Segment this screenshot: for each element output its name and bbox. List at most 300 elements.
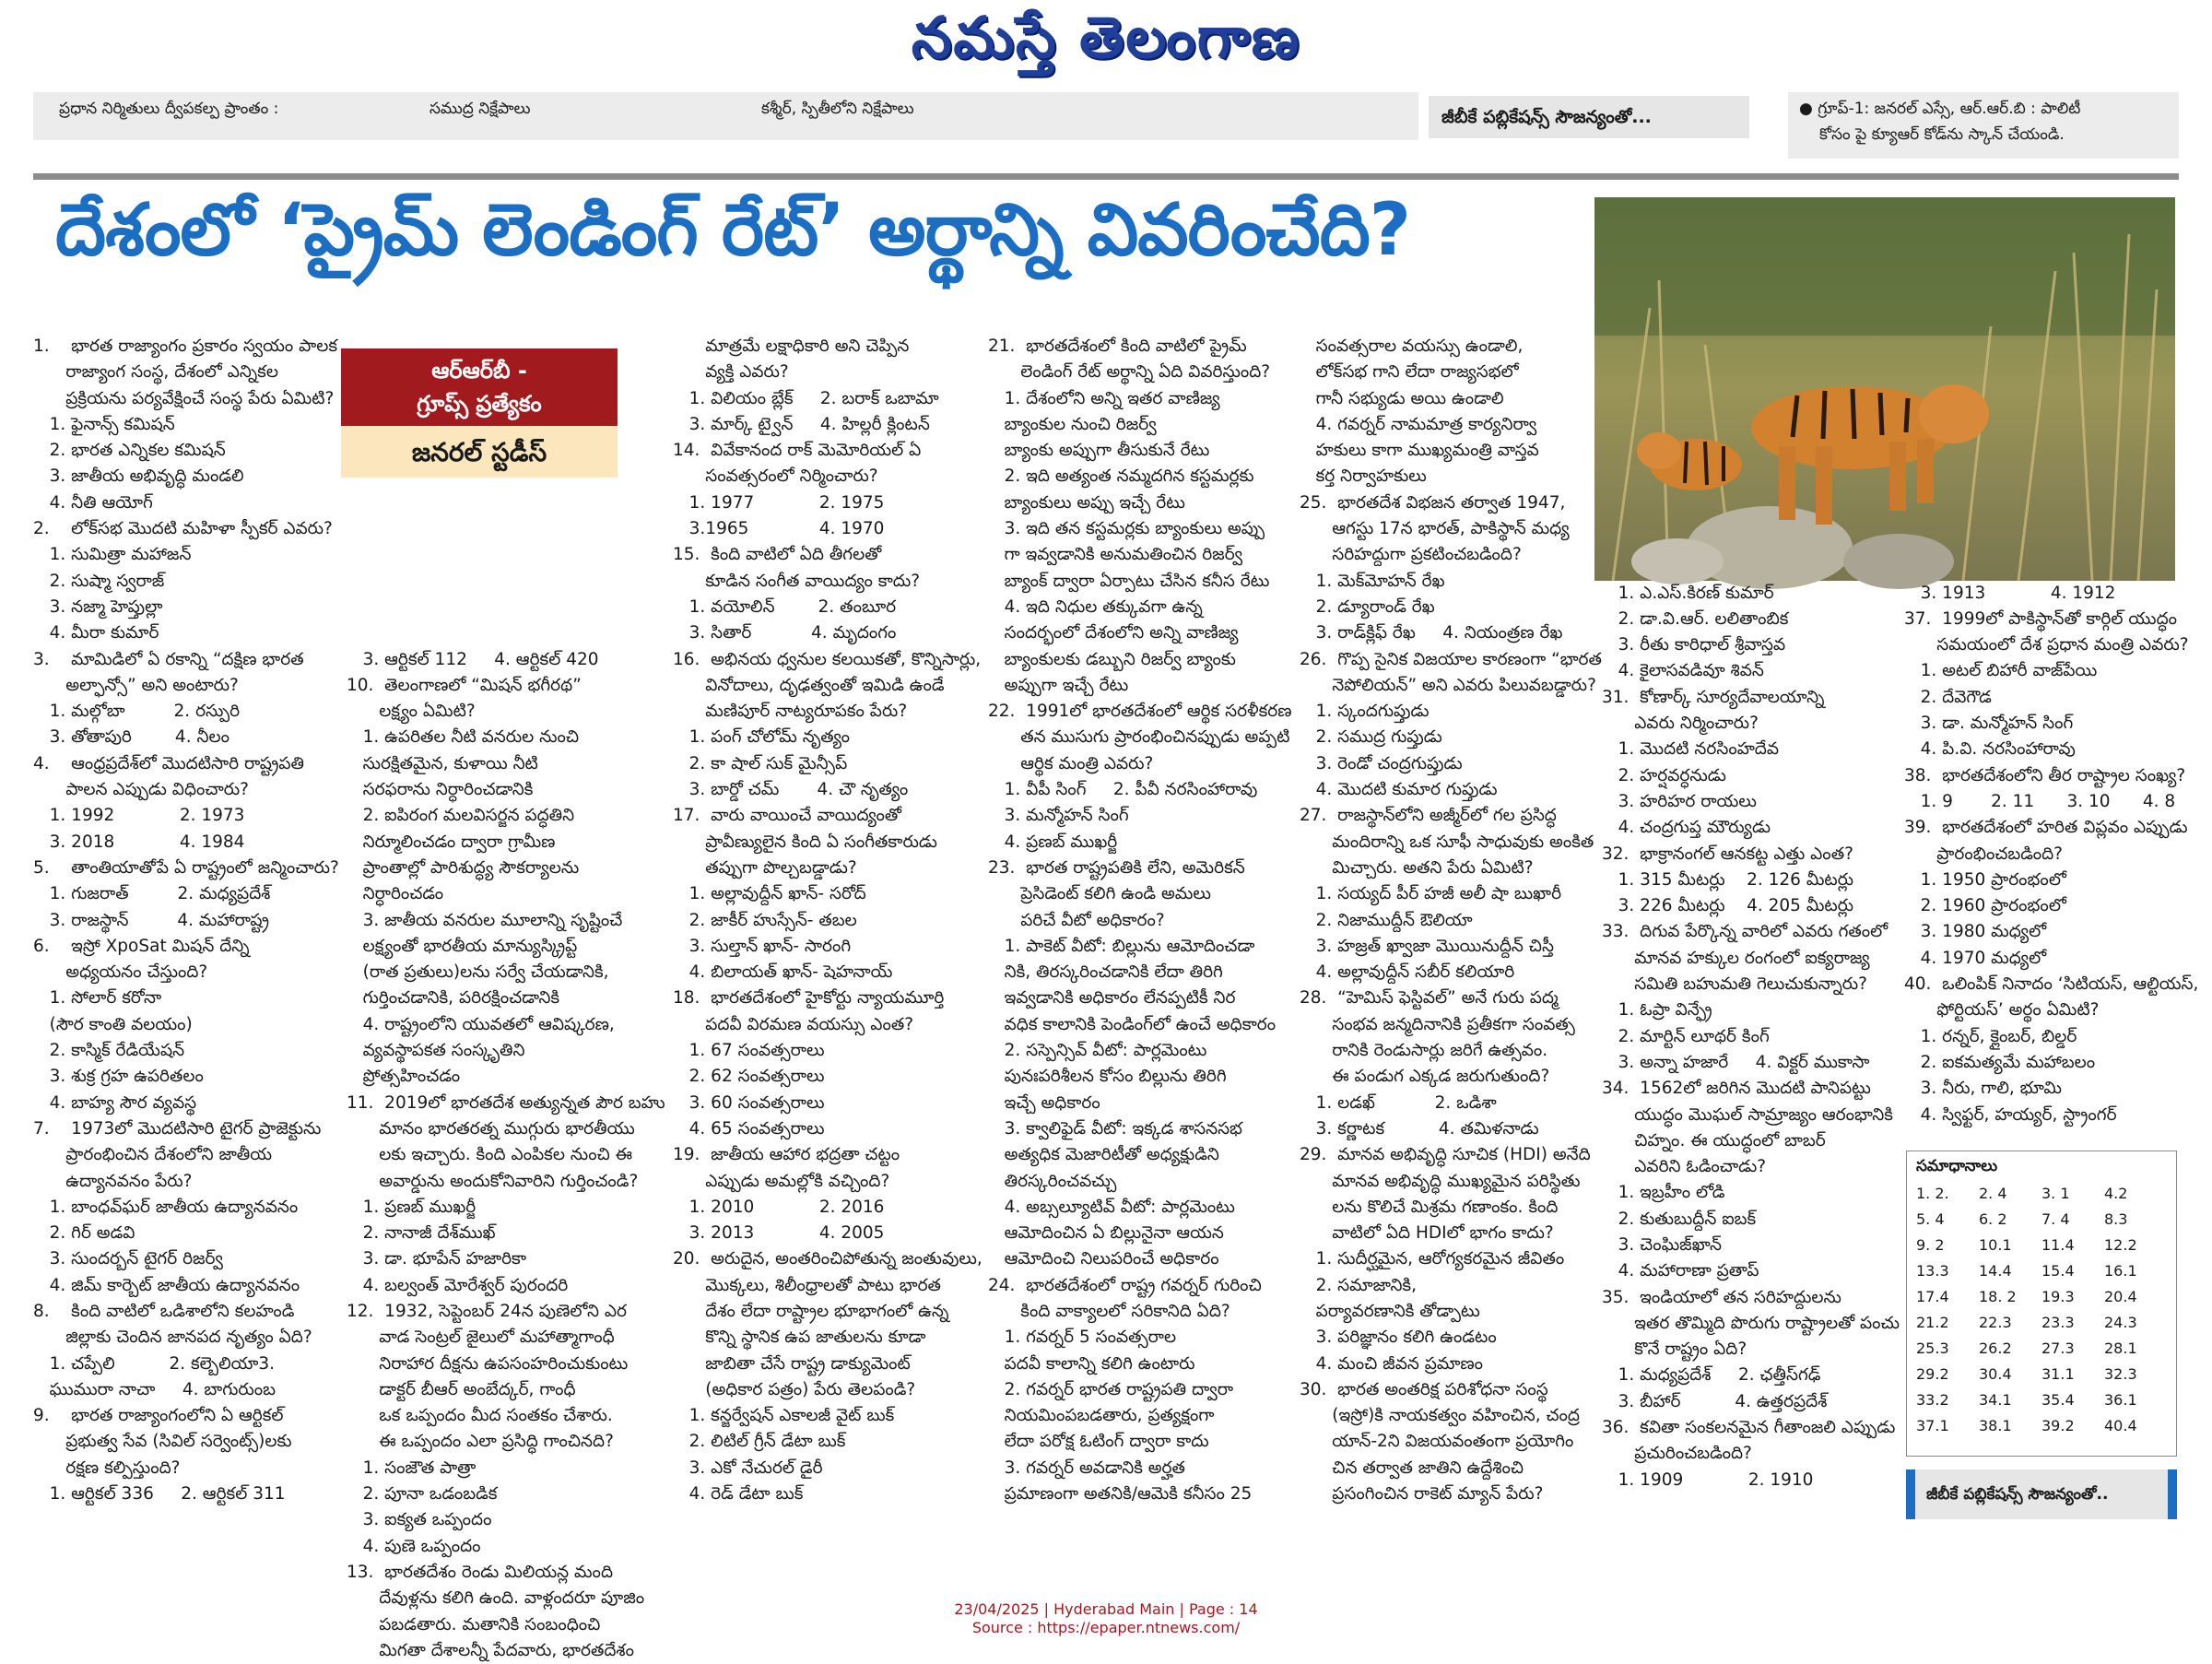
text-line: రానికి రెండుసార్లు జరిగే ఉత్సవం. bbox=[1300, 1041, 1548, 1061]
text-line: తిరస్కరించవచ్చు bbox=[988, 1171, 1117, 1191]
answer-cell: 15.4 bbox=[2041, 1262, 2075, 1280]
answer-row bbox=[1916, 1365, 2167, 1391]
text-line: ప్రాంతాల్లో పారిశుద్ధ్య సౌకర్యాలను bbox=[347, 857, 580, 878]
answer-row bbox=[1916, 1185, 2167, 1210]
answer-row bbox=[1916, 1339, 2167, 1365]
text-line: 3. 226 మీటర్లు 4. 205 మీటర్లు bbox=[1602, 896, 1854, 916]
text-line: 2. డ్యూరాండ్ రేఖ bbox=[1300, 596, 1435, 617]
text-line bbox=[1904, 267, 2181, 293]
text-line: జాబితా చేసే రాష్ట్ర డాక్యుమెంట్ bbox=[673, 1353, 911, 1374]
text-line: 27. రాజస్థాన్‌లోని అజ్మీర్‌లో గల ప్రసిద్ధ bbox=[1300, 806, 1557, 826]
answer-key bbox=[1906, 1151, 2177, 1457]
text-line: 3. జాతీయ వనరుల మూలాన్ని సృష్టించే bbox=[347, 910, 623, 930]
text-line: 1. ఇబ్రహీం లోడి bbox=[1602, 1183, 1725, 1203]
text-line: కూడిన సంగీత వాయిద్యం కాదు? bbox=[673, 571, 921, 591]
text-line: ప్రారంభించబడింది? bbox=[1904, 844, 2063, 864]
text-line bbox=[1904, 320, 2181, 346]
answer-cell: 7. 4 bbox=[2041, 1210, 2070, 1228]
text-line: 10. తెలంగాణలో “మిషన్ భగీరథ” bbox=[347, 675, 582, 695]
text-line: 2. ఐకమత్యమే మహాబలం bbox=[1904, 1052, 2096, 1072]
text-line bbox=[1904, 528, 2181, 554]
text-line: ఆర్థిక మంత్రి ఎవరు? bbox=[988, 753, 1154, 773]
text-line: మందిరాన్ని ఒక సూఫీ సాధువుకు అంకిత bbox=[1300, 832, 1594, 852]
text-line: 37. 1999లో పాకిస్థాన్‌తో కార్గిల్ యుద్ధం bbox=[1904, 608, 2178, 629]
question-column bbox=[1904, 267, 2199, 1143]
text-line: ఎప్పుడు అమల్లోకి వచ్చింది? bbox=[673, 1171, 890, 1191]
footer-date-line: 23/04/2025 | Hyderabad Main | Page : 14 bbox=[954, 1600, 1258, 1618]
text-line: ఆమోదించి నిలుపరించే అధికారం bbox=[988, 1249, 1219, 1269]
text-line bbox=[1904, 502, 2181, 528]
text-line: 2. ఇది అత్యంత నమ్మదగిన కస్టమర్లకు bbox=[988, 466, 1254, 487]
text-line: ప్రసంగించిన రాకెట్ మ్యాన్ పేరు? bbox=[1300, 1484, 1544, 1505]
answer-cell: 22.3 bbox=[1979, 1314, 2012, 1331]
text-line: మిగతా దేశాలన్నీ పేదవారు, భారతదేశం bbox=[347, 1640, 634, 1660]
text-line: 2. హర్షవర్ధనుడు bbox=[1602, 765, 1726, 785]
text-line: ప్రమాణంగా అతనికి/ఆమెకి కనీసం 25 bbox=[988, 1484, 1253, 1505]
question-column bbox=[1602, 267, 1900, 1517]
answer-cell: 37.1 bbox=[1916, 1417, 1949, 1434]
text-line: ఇతర తొమ్మిది పొరుగు రాష్ట్రాలతో పంచు bbox=[1602, 1313, 1900, 1333]
question-column bbox=[33, 334, 337, 1517]
text-line bbox=[1904, 424, 2181, 450]
text-line bbox=[1602, 320, 1895, 346]
text-line: నికి, తిరస్కరించడానికి లేదా తిరిగి bbox=[988, 962, 1223, 983]
answer-cell: 11.4 bbox=[2041, 1236, 2075, 1254]
text-line: 3. రెండో చంద్రగుప్తుడు bbox=[1300, 753, 1463, 773]
text-line: మాత్రమే లక్షాధికారి అని చెప్పిన bbox=[673, 336, 910, 356]
text-line: నిర్మూలించడం ద్వారా గ్రామీణ bbox=[347, 832, 556, 852]
text-line: ఉద్యానవనం పేరు? bbox=[33, 1171, 193, 1191]
answer-cell: 21.2 bbox=[1916, 1314, 1949, 1331]
headline: దేశంలో ‘ప్రైమ్ లెండింగ్ రేట్’ అర్థాన్ని వివరించేది? bbox=[55, 189, 1411, 272]
text-line bbox=[347, 334, 662, 360]
text-line: పబడతారు. మతానికి సంబంధించి bbox=[347, 1614, 601, 1634]
text-line: 1. సంజౌత పాత్రా bbox=[347, 1457, 477, 1478]
text-line: 3. రీతు కారిధాల్ శ్రీవాస్తవ bbox=[1602, 635, 1786, 655]
text-line: ఆమోదించిన ఏ బిల్లునైనా ఆయన bbox=[988, 1223, 1224, 1244]
text-line: 1. ఉపరితల నీటి వనరుల నుంచి bbox=[347, 727, 580, 748]
text-line: 1. వయోలిన్ 2. తంబూర bbox=[673, 596, 897, 617]
qr-note-line1: ● గ్రూప్-1: జనరల్ ఎస్సే, ఆర్.ఆర్.బి : పాలిటీ bbox=[1799, 100, 2081, 118]
badge-line2: గ్రూప్స్ ప్రత్యేకం bbox=[417, 391, 542, 417]
text-line: 4. నీతి ఆయోగ్ bbox=[33, 492, 153, 513]
text-line: మానవ అభివృద్ధి ముఖ్యమైన పరిస్థితు bbox=[1300, 1171, 1581, 1191]
text-line: 2. ఐపిరంగ మలవిసర్జన పద్ధతిని bbox=[347, 806, 575, 826]
answer-row bbox=[1916, 1262, 2167, 1288]
text-line: బ్యాంకు అప్పుగా తీసుకునే రేటు bbox=[988, 441, 1210, 461]
text-line: 4. ఆంధ్రప్రదేశ్‌లో మొదటిసారి రాష్ట్రపతి bbox=[33, 753, 305, 773]
text-line: 2. 62 సంవత్సరాలు bbox=[673, 1067, 825, 1087]
text-line: ఇవ్వడానికి అధికారం లేనప్పటికీ నిర bbox=[988, 988, 1236, 1009]
text-line: 2. సస్పెన్సివ్ వీటో: పార్లమెంటు bbox=[988, 1041, 1207, 1061]
text-line: 3. సుందర్బన్ టైగర్ రిజర్వ్ bbox=[33, 1249, 224, 1269]
text-line: 4. బల్వంత్ మోరేశ్వర్ పురందరి bbox=[347, 1275, 569, 1295]
answer-cell: 30.4 bbox=[1979, 1365, 2012, 1383]
text-line: వాడ సెంట్రల్ జైలులో మహాత్మాగాంధీ bbox=[347, 1328, 615, 1348]
text-line: 34. 1562లో జరిగిన మొదటి పానిపట్టు bbox=[1602, 1079, 1871, 1099]
text-line: 6. ఇస్రో XpoSat మిషన్ దేన్ని bbox=[33, 936, 250, 956]
text-line: పర్యావరణానికి తోడ్పాటు bbox=[1300, 1301, 1480, 1321]
text-line: 3. హరిహర రాయలు bbox=[1602, 791, 1757, 811]
text-line: 4. మొదటి కుమార గుప్తుడు bbox=[1300, 780, 1498, 800]
answer-row bbox=[1916, 1314, 2167, 1339]
text-line: 4. గవర్నర్ నామమాత్ర కార్యనిర్వా bbox=[1300, 414, 1537, 434]
text-line bbox=[347, 516, 662, 542]
page-footer bbox=[0, 1600, 2212, 1637]
text-line: 4. స్విఫ్టర్, హయ్యర్, స్ట్రాంగర్ bbox=[1904, 1104, 2117, 1125]
text-line: 3. ఐక్యత ఒప్పందం bbox=[347, 1510, 492, 1530]
text-line: 2. డా.వి.ఆర్. లలితాంబిక bbox=[1602, 608, 1789, 629]
answer-cell: 13.3 bbox=[1916, 1262, 1949, 1280]
answer-cell: 34.1 bbox=[1979, 1391, 2012, 1409]
text-line bbox=[347, 595, 662, 620]
footer-source-link[interactable]: Source : https://epaper.ntnews.com/ bbox=[971, 1619, 1241, 1636]
text-line: 1. సుమిత్రా మహాజన్ bbox=[33, 545, 192, 565]
text-line: ఆగస్టు 17న భారత్, పాకిస్థాన్ మధ్య bbox=[1300, 519, 1570, 539]
text-line bbox=[1904, 346, 2181, 372]
answer-row bbox=[1916, 1288, 2167, 1314]
text-line: 3. పరిజ్ఞానం కలిగి ఉండటం bbox=[1300, 1328, 1497, 1348]
answer-cell: 31.1 bbox=[2041, 1365, 2075, 1383]
answer-cell: 36.1 bbox=[2104, 1391, 2137, 1409]
text-line: 3. మామిడిలో ఏ రకాన్ని “దక్షిణ భారత bbox=[33, 649, 304, 669]
text-line: 2. గవర్నర్ భారత రాష్ట్రపతి ద్వారా bbox=[988, 1379, 1234, 1399]
text-line: 2. సుష్మా స్వరాజ్ bbox=[33, 571, 165, 591]
text-line: 3. డా. మన్మోహన్ సింగ్ bbox=[1904, 714, 2074, 734]
text-line: 7. 1973లో మొదటిసారి టైగర్ ప్రాజెక్టును bbox=[33, 1118, 322, 1139]
text-line: 20. అరుదైన, అంతరించిపోతున్న జంతువులు, bbox=[673, 1249, 982, 1269]
text-line: లక్ష్యం ఏమిటి? bbox=[347, 702, 476, 722]
text-line: వ్యక్తి ఎవరు? bbox=[673, 362, 789, 383]
text-line: 4. అల్లావుద్దీన్ సబీర్ కలియారి bbox=[1300, 962, 1515, 983]
text-line: 8. కింది వాటిలో ఒడిశాలోని కలహండి bbox=[33, 1301, 295, 1321]
text-line: ఫోర్టియస్’ అర్థం ఏమిటి? bbox=[1904, 1000, 2100, 1021]
text-line bbox=[1602, 372, 1895, 397]
text-line: లక్ష్యంతో భారతీయ మాన్యుస్క్రిప్ట్ bbox=[347, 936, 578, 956]
text-line: 4. పి.వి. నరసింహారావు bbox=[1904, 739, 2076, 760]
text-line: 1. పంగ్ చోలోమ్ నృత్యం bbox=[673, 727, 850, 748]
text-line bbox=[347, 438, 662, 464]
question-column bbox=[1300, 334, 1602, 1517]
text-line: 12. 1932, సెప్టెంబర్ 24న పుణెలోని ఎర bbox=[347, 1301, 627, 1321]
text-line: లోక్‌సభ గాని లేదా రాజ్యసభలో bbox=[1300, 362, 1519, 383]
text-line bbox=[1904, 450, 2181, 476]
answer-cell: 1. 2. bbox=[1916, 1185, 1949, 1202]
text-line: 40. ఒలింపిక్ నినాదం ‘సిటియస్, ఆల్టియస్, bbox=[1904, 974, 2199, 995]
text-line: 3. హజ్రత్ ఖ్వాజా మొయినుద్దీన్ చిస్తీ bbox=[1300, 936, 1554, 956]
text-line: 1. పాకెట్ వీటో: బిల్లును ఆమోదించడా bbox=[988, 936, 1255, 956]
text-line: లేదా పరోక్ష ఓటింగ్ ద్వారా కాదు bbox=[988, 1432, 1209, 1452]
text-line: 1. 1977 2. 1975 bbox=[673, 492, 885, 513]
text-line: 18. భారతదేశంలో హైకోర్టు న్యాయమూర్తి bbox=[673, 988, 945, 1009]
text-line: 31. కోణార్క్ సూర్యదేవాలయాన్ని bbox=[1602, 687, 1825, 707]
text-line: లకు ఇచ్చారు. కింది ఎంపికల నుంచి ఈ bbox=[347, 1145, 633, 1165]
text-line: 4. రెడ్ డేటా బుక్ bbox=[673, 1484, 804, 1505]
text-line: (ఇస్రో)కి నాయకత్వం వహించిన, చంద్ర bbox=[1300, 1406, 1580, 1426]
text-line: 1. గవర్నర్ 5 సంవత్సరాల bbox=[988, 1328, 1177, 1348]
accent-bar bbox=[2168, 1469, 2177, 1519]
answer-row bbox=[1916, 1417, 2167, 1443]
text-line: ప్రెసిడెంట్ కలిగి ఉండి అమలు bbox=[988, 884, 1211, 904]
text-line: 3. జాతీయ అభివృద్ధి మండలి bbox=[33, 466, 244, 487]
text-line: 4. ప్రణబ్ ముఖర్జీ bbox=[988, 832, 1118, 852]
answer-cell: 32.3 bbox=[2104, 1365, 2137, 1383]
text-line: 30. భారత అంతరిక్ష పరిశోధనా సంస్థ bbox=[1300, 1379, 1548, 1399]
answer-cell: 20.4 bbox=[2104, 1288, 2137, 1305]
text-line: (రాత ప్రతులు)లను సర్వే చేయడానికి, bbox=[347, 962, 609, 983]
text-line: 1. వీపీ సింగ్ 2. పీవీ నరసింహారావు bbox=[988, 780, 1258, 800]
text-line: 39. భారతదేశంలో హరిత విప్లవం ఎప్పుడు bbox=[1904, 818, 2188, 838]
text-line: 35. ఇండియాలో తన సరిహద్దులను bbox=[1602, 1287, 1841, 1307]
text-line: ఎవరు నిర్మించారు? bbox=[1602, 714, 1759, 734]
text-line: మానవ హక్కుల రంగంలో ఐక్యరాజ్య bbox=[1602, 948, 1870, 968]
text-line: ఘుమురా నాచా 4. బాగురుంబ bbox=[33, 1379, 276, 1399]
text-line: ఒక ఒప్పందం మీద సంతకం చేశారు. bbox=[347, 1406, 613, 1426]
text-line: 32. భాక్రానంగల్ ఆనకట్ట ఎత్తు ఎంత? bbox=[1602, 844, 1853, 864]
text-line: 1. 2010 2. 2016 bbox=[673, 1197, 885, 1217]
text-line: సందర్భంలో దేశంలోని అన్ని వాణిజ్య bbox=[988, 623, 1239, 643]
text-line: 3. సితార్ 4. మృదంగం bbox=[673, 623, 897, 643]
text-line bbox=[1904, 397, 2181, 423]
text-line: 2. 1960 ప్రారంభంలో bbox=[1904, 896, 2066, 916]
text-line: 1. ఓప్రా విన్ఫ్రే bbox=[1602, 1000, 1712, 1021]
masthead bbox=[0, 4, 2212, 85]
answer-cell: 35.4 bbox=[2041, 1391, 2075, 1409]
text-line: 23. భారత రాష్ట్రపతికి లేని, అమెరికన్ bbox=[988, 857, 1245, 878]
text-line: సమితి బహుమతి గెలుచుకున్నారు? bbox=[1602, 974, 1867, 995]
text-line: పరిచే వీటో అధికారం? bbox=[988, 910, 1165, 930]
text-line: 1. 9 2. 11 3. 10 4. 8 bbox=[1904, 791, 2176, 811]
text-line: ప్రక్రియను పర్యవేక్షించే సంస్థ పేరు ఏమిటి? bbox=[33, 388, 335, 408]
text-line: 4. బాహ్య సౌర వ్యవస్థ bbox=[33, 1092, 197, 1113]
text-line: ఎవరిని ఓడించాడు? bbox=[1602, 1157, 1767, 1177]
text-line: 1. ప్రణబ్ ముఖర్జీ bbox=[347, 1197, 477, 1217]
text-line: 3. ఆర్టికల్ 112 4. ఆర్టికల్ 420 bbox=[347, 649, 599, 669]
answer-cell: 19.3 bbox=[2041, 1288, 2075, 1305]
text-line: 14. వివేకానంద రాక్ మెమోరియల్ ఏ bbox=[673, 441, 922, 461]
text-line: 4. మీరా కుమార్ bbox=[33, 623, 159, 643]
text-line: తన ముసుగు ప్రారంభించినప్పుడు అప్పటి bbox=[988, 727, 1290, 748]
text-line: నిరాహార దీక్షను ఉపసంహరించుకుంటు bbox=[347, 1353, 629, 1374]
text-line: 1. చప్పేలి 2. కల్బెలియా3. bbox=[33, 1353, 276, 1374]
text-line: దేవుళ్లను కలిగి ఉంది. వాళ్లందరూ పూజిం bbox=[347, 1588, 645, 1609]
text-line: 4. మహారాణా ప్రతాప్ bbox=[1602, 1261, 1759, 1281]
text-line: 4. బిలాయత్ ఖాన్- షెహనాయ్ bbox=[673, 962, 893, 983]
text-line: అల్ఫాన్సో” అని అంటారు? bbox=[33, 675, 239, 695]
text-line bbox=[1602, 502, 1895, 528]
text-line: 3. గవర్నర్ అవడానికి అర్హత bbox=[988, 1457, 1185, 1478]
answer-cell: 28.1 bbox=[2104, 1339, 2137, 1357]
text-line: 3. తోతాపురి 4. నీలం bbox=[33, 727, 229, 748]
text-line: 11. 2019లో భారతదేశ అత్యున్నత పౌర బహు bbox=[347, 1092, 665, 1113]
text-line: 2. నిజాముద్దీన్ ఔలియా bbox=[1300, 910, 1473, 930]
top-strip-mid1: సముద్ర నిక్షేపాలు bbox=[429, 100, 531, 118]
text-line: 3. రాడ్‌క్లిఫ్ రేఖ 4. నియంత్రణ రేఖ bbox=[1300, 623, 1563, 643]
text-line: 4. రాష్ట్రంలోని యువతలో ఆవిష్కరణ, bbox=[347, 1014, 615, 1034]
text-line: 4. 1970 మధ్యలో bbox=[1904, 948, 2047, 968]
text-line: 3. ఇది తన కస్టమర్లకు బ్యాంకులు అప్పు bbox=[988, 519, 1265, 539]
text-line: మణిపూర్ నాట్యరూపకం పేరు? bbox=[673, 702, 908, 722]
text-line: 2. కుతుబుద్దీన్ ఐబక్ bbox=[1602, 1209, 1757, 1229]
text-line: 2. దేవెగౌడ bbox=[1904, 687, 1992, 707]
text-line: 3. 2013 4. 2005 bbox=[673, 1223, 885, 1244]
text-line: 22. 1991లో భారతదేశంలో ఆర్థిక సరళీకరణ bbox=[988, 702, 1292, 722]
text-line: సంవత్సరంలో నిర్మించారు? bbox=[673, 466, 878, 487]
text-line: 3. డా. భూపేన్ హజారికా bbox=[347, 1249, 527, 1269]
question-column bbox=[347, 334, 665, 1660]
text-line: 1. 1909 2. 1910 bbox=[1602, 1469, 1814, 1490]
text-line: 4. మంచి జీవన ప్రమాణం bbox=[1300, 1353, 1484, 1374]
answer-cell: 2. 4 bbox=[1979, 1185, 2007, 1202]
text-line: 1. ఎ.ఎస్.కిరణ్ కుమార్ bbox=[1602, 583, 1774, 603]
text-line: 16. అభినయ ధ్వనుల కలయికతో, కొన్నిసార్లు, bbox=[673, 649, 982, 669]
text-line: 3.1965 4. 1970 bbox=[673, 519, 885, 539]
text-line: 3. 2018 4. 1984 bbox=[33, 832, 245, 852]
text-line: 3. 1913 4. 1912 bbox=[1904, 583, 2116, 603]
text-line: 1. సుదీర్ఘమైన, ఆరోగ్యకరమైన జీవితం bbox=[1300, 1249, 1565, 1269]
text-line: 1. విలియం బ్లేక్ 2. బరాక్ ఒబామా bbox=[673, 388, 939, 408]
text-line bbox=[1602, 424, 1895, 450]
text-line: 3. కర్ణాటక 4. తమిళనాడు bbox=[1300, 1118, 1539, 1139]
text-line: 1. లడఖ్ 2. ఒడిశా bbox=[1300, 1092, 1497, 1113]
text-line: (అధికార పత్రం) పేరు తెలపండి? bbox=[673, 1379, 916, 1399]
text-line: వినోదాలు, దృఢత్వంతో ఇమిడి ఉండే bbox=[673, 675, 945, 695]
text-line: 1. అటల్ బిహారీ వాజ్‌పేయి bbox=[1904, 661, 2098, 681]
text-line: 3. 1980 మధ్యలో bbox=[1904, 922, 2047, 942]
text-line: 3. క్వాలిఫైడ్ వీటో: ఇక్కడ శాసనసభ bbox=[988, 1118, 1242, 1139]
text-line: 1. మల్గోబా 2. రస్పురి bbox=[33, 702, 241, 722]
text-line: 2. భారత ఎన్నికల కమిషన్ bbox=[33, 441, 226, 461]
text-line: ఈ ఒప్పందం ఎలా ప్రసిద్ధి గాంచినది? bbox=[347, 1432, 614, 1452]
text-line: గానీ సభ్యుడు అయి ఉండాలి bbox=[1300, 388, 1504, 408]
answer-cell: 14.4 bbox=[1979, 1262, 2012, 1280]
text-line: 1. అల్లావుద్దీన్ ఖాన్- సరోద్ bbox=[673, 884, 866, 904]
text-line bbox=[1904, 554, 2181, 580]
accent-bar bbox=[1906, 1469, 1915, 1519]
badge-line1: ఆర్ఆర్‌బీ - bbox=[431, 358, 527, 384]
text-line: మిచ్చారు. అతని పేరు ఏమిటి? bbox=[1300, 857, 1534, 878]
newspaper-title: నమస్తే తెలంగాణ bbox=[911, 4, 1301, 71]
text-line: ఈ పండుగ ఎక్కడ జరుగుతుంది? bbox=[1300, 1067, 1550, 1087]
text-line: పదవీ కాలాన్ని కలిగి ఉంటారు bbox=[988, 1353, 1195, 1374]
text-line: దేశం లేదా రాష్ట్రాల భూభాగంలో ఉన్న bbox=[673, 1301, 949, 1321]
text-line: 1. స్కందగుప్తుడు bbox=[1300, 702, 1430, 722]
text-line: వ్యవస్థాపకత సంస్కృతిని bbox=[347, 1041, 525, 1061]
answer-key-title: సమాధానాలు bbox=[1916, 1157, 1998, 1175]
text-line: డాక్టర్ బీఆర్ అంబేద్కర్, గాంధీ bbox=[347, 1379, 576, 1399]
question-column bbox=[673, 334, 982, 1517]
text-line: 2. సముద్ర గుప్తుడు bbox=[1300, 727, 1442, 748]
text-line: 1. రన్నర్, క్లైంబర్, బిల్డర్ bbox=[1904, 1026, 2077, 1046]
text-line: 3. సుల్తాన్ ఖాన్- సారంగి bbox=[673, 936, 852, 956]
text-line: గా ఇవ్వడానికి అనుమతించిన రిజర్వ్ bbox=[988, 545, 1243, 565]
text-line: 13. భారతదేశం రెండు మిలియన్ల మంది bbox=[347, 1562, 614, 1582]
text-line: 1. 1992 2. 1973 bbox=[33, 806, 245, 826]
text-line: 3. మార్క్ ట్వైన్ 4. హిల్లరీ క్లింటన్ bbox=[673, 414, 930, 434]
text-line: 1. సయ్యద్ పీర్ హజీ అలీ షా బుఖారీ bbox=[1300, 884, 1562, 904]
text-line: 1. మొదటి నరసింహదేవ bbox=[1602, 739, 1780, 760]
text-line: 3. నీరు, గాలి, భూమి bbox=[1904, 1079, 2062, 1099]
text-line: నియమింపబడతారు, ప్రత్యక్షంగా bbox=[988, 1406, 1215, 1426]
question-column bbox=[988, 334, 1292, 1517]
answer-row bbox=[1916, 1210, 2167, 1236]
text-line: సురక్షితమైన, కుళాయి నీటి bbox=[347, 753, 538, 773]
courtesy-bottom-text: జీబీకే పబ్లికేషన్స్ సౌజన్యంతో.. bbox=[1926, 1485, 2109, 1504]
text-line: 1. 315 మీటర్లు 2. 126 మీటర్లు bbox=[1602, 869, 1854, 890]
answer-cell: 12.2 bbox=[2104, 1236, 2137, 1254]
text-line bbox=[347, 490, 662, 516]
text-line: 24. భారతదేశంలో రాష్ట్ర గవర్నర్ గురించి bbox=[988, 1275, 1262, 1295]
text-line: రక్షణ కల్పిస్తుంది? bbox=[33, 1457, 181, 1478]
answer-cell: 39.2 bbox=[2041, 1417, 2075, 1434]
answer-cell: 40.4 bbox=[2104, 1417, 2137, 1434]
text-line bbox=[347, 569, 662, 595]
text-line: బ్యాంకులకు డబ్బుని రిజర్వ్ బ్యాంకు bbox=[988, 649, 1236, 669]
text-line: యుద్ధం మొఘల్ సామ్రాజ్యం ఆరంభానికి bbox=[1602, 1104, 1893, 1125]
text-line: బ్యాంక్ ద్వారా ఏర్పాటు చేసిన కనీస రేటు bbox=[988, 571, 1270, 591]
answer-cell: 23.3 bbox=[2041, 1314, 2075, 1331]
text-line: 1. మెక్‌మోహన్ రేఖ bbox=[1300, 571, 1445, 591]
text-line: ప్రచురించబడింది? bbox=[1602, 1444, 1752, 1464]
answer-cell: 29.2 bbox=[1916, 1365, 1949, 1383]
text-line: 2. నానాజీ దేశ్‌ముఖ్ bbox=[347, 1223, 496, 1244]
text-line bbox=[347, 464, 662, 490]
text-line bbox=[1904, 293, 2181, 319]
answer-cell: 38.1 bbox=[1979, 1417, 2012, 1434]
text-line: 3. నజ్మా హెప్తుల్లా bbox=[33, 596, 163, 617]
text-line: 28. “హెమిస్ ఫెస్టివల్” అనే గురు పద్మ bbox=[1300, 988, 1559, 1009]
text-line: 1. ఫైనాన్స్ కమిషన్ bbox=[33, 414, 175, 434]
text-line: వాటిలో ఏది HDIలో భాగం కాదు? bbox=[1300, 1223, 1554, 1244]
text-line: కొన్ని స్థానిక ఉప జాతులను కూడా bbox=[673, 1328, 926, 1348]
text-line: 2. గిర్ అడవి bbox=[33, 1223, 135, 1244]
text-line bbox=[1602, 346, 1895, 372]
text-line: 3. 60 సంవత్సరాలు bbox=[673, 1092, 825, 1113]
text-line: 3. చెంఘిజ్‌ఖాన్ bbox=[1602, 1234, 1722, 1255]
divider bbox=[33, 173, 2179, 180]
text-line: అధ్యయనం చేస్తుంది? bbox=[33, 962, 208, 983]
text-line: 4. చంద్రగుప్త మౌర్యుడు bbox=[1602, 818, 1771, 838]
text-line: యాన్-2ని విజయవంతంగా ప్రయోగిం bbox=[1300, 1432, 1574, 1452]
answer-cell: 25.3 bbox=[1916, 1339, 1949, 1357]
text-line bbox=[347, 412, 662, 438]
text-line: 3. మన్మోహన్ సింగ్ bbox=[988, 806, 1129, 826]
answer-cell: 18. 2 bbox=[1979, 1288, 2017, 1305]
text-line: మానం భారతరత్న ముగ్గురు భారతీయు bbox=[347, 1118, 635, 1139]
text-line: 17. వారు వాయించే వాయిద్యంతో bbox=[673, 806, 901, 826]
text-line: 15. కింది వాటిలో ఏది తీగలతో bbox=[673, 545, 882, 565]
text-line: 4. కైలాసవడివూ శివన్ bbox=[1602, 661, 1764, 681]
text-line: 3. బీహార్ 4. ఉత్తరప్రదేశ్ bbox=[1602, 1391, 1828, 1411]
text-line: 33. దిగువ పేర్కొన్న వారిలో ఎవరు గతంలో bbox=[1602, 922, 1888, 942]
text-line: చిన తర్వాత జాతిని ఉద్దేశించి bbox=[1300, 1457, 1524, 1478]
text-line: 1. ఆర్టికల్ 336 2. ఆర్టికల్ 311 bbox=[33, 1484, 286, 1505]
top-strip-mid2: కశ్మీర్, స్పితీలోని నిక్షేపాలు bbox=[761, 100, 914, 118]
text-line: బ్యాంకుల నుంచి రిజర్వ్ bbox=[988, 414, 1157, 434]
text-line: 2. పూనా ఒడంబడిక bbox=[347, 1484, 498, 1505]
text-line: 3. అన్నా హజారే 4. విక్టర్ ముకాసా bbox=[1602, 1052, 1870, 1072]
text-line: 1. భారత రాజ్యాంగం ప్రకారం స్వయం పాలక bbox=[33, 336, 338, 356]
answer-cell: 27.3 bbox=[2041, 1339, 2075, 1357]
text-line: 1. గుజరాత్ 2. మధ్యప్రదేశ్ bbox=[33, 884, 271, 904]
answer-cell: 17.4 bbox=[1916, 1288, 1949, 1305]
answer-cell: 6. 2 bbox=[1979, 1210, 2007, 1228]
answer-cell: 26.2 bbox=[1979, 1339, 2012, 1357]
text-line: 1. సోలార్ కరోనా bbox=[33, 988, 162, 1009]
text-line: 9. భారత రాజ్యాంగంలోని ఏ ఆర్టికల్ bbox=[33, 1406, 284, 1426]
text-line: 29. మానవ అభివృద్ధి సూచిక (HDI) అనేది bbox=[1300, 1145, 1591, 1165]
text-line: 3. శుక్ర గ్రహ ఉపరితలం bbox=[33, 1067, 204, 1087]
